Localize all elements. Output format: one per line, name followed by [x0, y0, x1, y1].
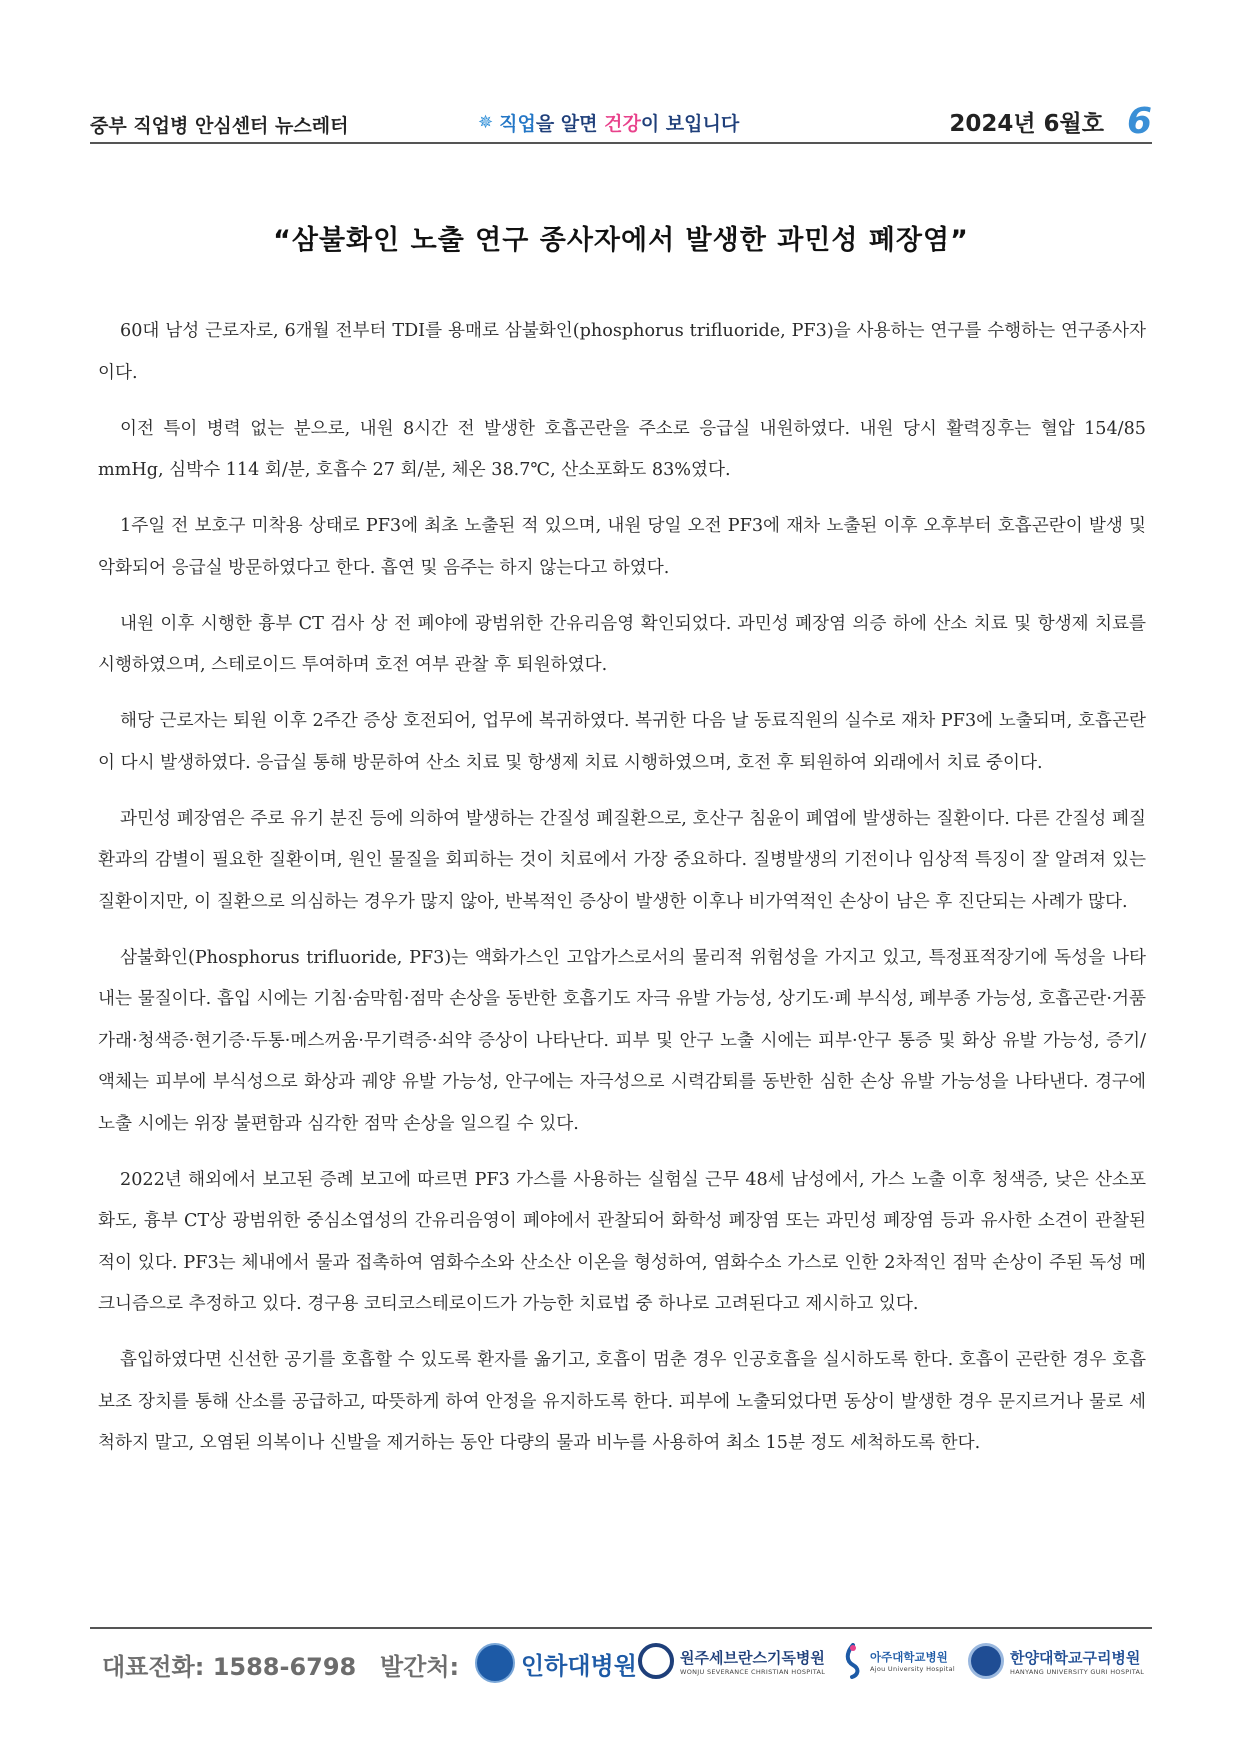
hospital-ajou: [842, 1643, 955, 1679]
paragraph: 이전 특이 병력 없는 분으로, 내원 8시간 전 발생한 호흡곤란을 주소로 응급실 내원하였다. 내원 당시 활력징후는 혈압 154/85 mmHg, 심박수 114 회/분, 호흡수 27 회/분, 체온 38.7℃, 산소포화도 83%였다.: [98, 418, 1146, 480]
paragraph: 1주일 전 보호구 미착용 상태로 PF3에 최초 노출된 적 있으며, 내원 당일 오전 PF3에 재차 노출된 이후 오후부터 호흡곤란이 발생 및 악화되어 응급실 방문하였다고 한다. 흡연 및 음주는 하지 않는다고 하였다.: [98, 516, 1146, 578]
slogan-part-2: 을 알면: [535, 113, 605, 135]
article-body: [98, 311, 1146, 1479]
slogan-part-4: 이 보입니다: [640, 113, 740, 135]
ajou-logo-icon: [842, 1643, 864, 1679]
publisher-label: 발간처:: [380, 1653, 460, 1681]
paragraph: 과민성 폐장염은 주로 유기 분진 등에 의하여 발생하는 간질성 폐질환으로, 호산구 침윤이 폐엽에 발생하는 질환이다. 다른 간질성 폐질환과의 감별이 필요한 질환이며, 원인 물질을 회피하는 것이 치료에서 가장 중요하다. 질병발생의 기전이나 임상적 특징이 잘 알려져 있는 질환이지만, 이 질환으로 의심하는 경우가 많지 않아, 반복적인 증상이 발생한 이후나 비가역적인 손상이 남은 후 진단되는 사례가 많다.: [98, 808, 1146, 912]
page-number: 6: [1126, 101, 1152, 142]
slogan-part-1: 직업: [499, 113, 536, 135]
issue-date: 2024년 6월호: [949, 111, 1104, 137]
severance-logo-icon: [638, 1643, 674, 1679]
paragraph: 흡입하였다면 신선한 공기를 호흡할 수 있도록 환자를 옮기고, 호흡이 멈춘 경우 인공호흡을 실시하도록 한다. 호흡이 곤란한 경우 호흡 보조 장치를 통해 산소를 공급하고, 따뜻하게 하여 안정을 유지하도록 한다. 피부에 노출되었다면 동상이 발생한 경우 문지르거나 물로 세척하지 말고, 오염된 의복이나 신발을 제거하는 동안 다량의 물과 비누를 사용하여 최소 15분 정도 세척하도록 한다.: [98, 1350, 1146, 1453]
hanyang-logo-icon: [968, 1643, 1004, 1679]
slogan: [478, 109, 739, 136]
hospital-name: 아주대학교병원: [870, 1650, 948, 1664]
hospital-wonju-severance: [638, 1643, 825, 1679]
hospital-inha: [475, 1643, 637, 1683]
hospital-english-name: WONJU SEVERANCE CHRISTIAN HOSPITAL: [680, 1667, 826, 1676]
phone-number: 대표전화: 1588-6798: [102, 1653, 357, 1681]
paragraph: 2022년 해외에서 보고된 증례 보고에 따르면 PF3 가스를 사용하는 실험실 근무 48세 남성에서, 가스 노출 이후 청색증, 낮은 산소포화도, 흉부 CT상 광범위한 중심소엽성의 간유리음영이 폐야에서 관찰되어 화학성 폐장염 또는 과민성 폐장염 등과 유사한 소견이 관찰된 적이 있다. PF3는 체내에서 물과 접촉하여 염화수소와 산소산 이온을 형성하여, 염화수소 가스로 인한 2차적인 점막 손상이 주된 독성 메크니즘으로 추정하고 있다. 경구용 코티코스테로이드가 가능한 치료법 중 하나로 고려된다고 제시하고 있다.: [98, 1169, 1146, 1314]
newsletter-header: [90, 100, 1152, 144]
newsletter-name: 중부 직업병 안심센터 뉴스레터: [90, 115, 349, 137]
hospital-english-name: Ajou University Hospital: [870, 1665, 955, 1673]
paragraph: 60대 남성 근로자로, 6개월 전부터 TDI를 용매로 삼불화인(phosphorus trifluoride, PF3)을 사용하는 연구를 수행하는 연구종사자이다.: [98, 321, 1146, 383]
hospital-name: 인하대병원: [521, 1651, 637, 1680]
hospital-english-name: HANYANG UNIVERSITY GURI HOSPITAL: [1010, 1667, 1145, 1676]
newsletter-footer: [90, 1627, 1152, 1699]
paragraph: 삼불화인(Phosphorus trifluoride, PF3)는 액화가스인 고압가스로서의 물리적 위험성을 가지고 있고, 특정표적장기에 독성을 나타내는 물질이다. 흡입 시에는 기침·숨막힘·점막 손상을 동반한 호흡기도 자극 유발 가능성, 상기도·폐 부식성, 폐부종 가능성, 호흡곤란·거품 가래·청색증·현기증·두통·메스꺼움·무기력증·쇠약 증상이 나타난다. 피부 및 안구 노출 시에는 피부·안구 통증 및 화상 유발 가능성, 증기/액체는 피부에 부식성으로 화상과 궤양 유발 가능성, 안구에는 자극성으로 시력감퇴를 동반한 심한 손상 유발 가능성을 나타낸다. 경구에 노출 시에는 위장 불편함과 심각한 점막 손상을 일으킬 수 있다.: [98, 947, 1146, 1134]
hospital-hanyang-guri: [968, 1643, 1144, 1679]
paragraph: 내원 이후 시행한 흉부 CT 검사 상 전 폐야에 광범위한 간유리음영 확인되었다. 과민성 폐장염 의증 하에 산소 치료 및 항생제 치료를 시행하였으며, 스테로이드 투여하며 호전 여부 관찰 후 퇴원하였다.: [98, 613, 1146, 675]
inha-logo-icon: [475, 1643, 515, 1683]
slogan-part-3: 건강: [604, 113, 641, 135]
hospital-name: 한양대학교구리병원: [1010, 1648, 1141, 1667]
article-title: “삼불화인 노출 연구 종사자에서 발생한 과민성 폐장염”: [273, 225, 969, 256]
paragraph: 해당 근로자는 퇴원 이후 2주간 증상 호전되어, 업무에 복귀하였다. 복귀한 다음 날 동료직원의 실수로 재차 PF3에 노출되며, 호흡곤란이 다시 발생하였다. 응급실 통해 방문하여 산소 치료 및 항생제 치료 시행하였으며, 호전 후 퇴원하여 외래에서 치료 중이다.: [98, 711, 1147, 773]
sparkle-icon: ✵: [478, 112, 494, 133]
hospital-name: 원주세브란스기독병원: [680, 1648, 825, 1667]
